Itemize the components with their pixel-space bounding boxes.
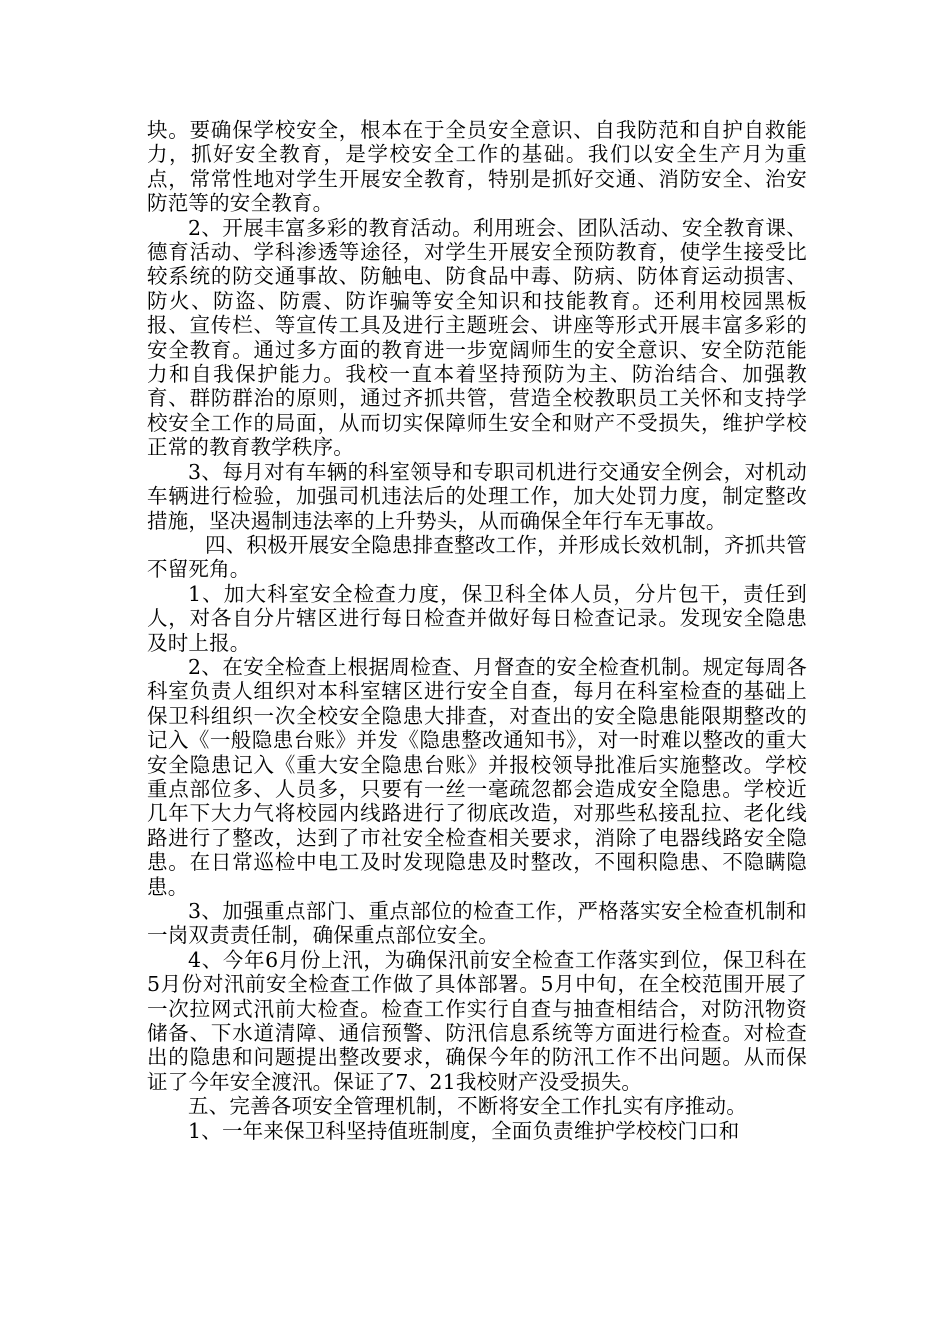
document-page: [147, 118, 807, 1143]
paragraph-inspection-mechanism: 2、在安全检查上根据周检查、月督查的安全检查机制。规定每周各科室负责人组织对本科室辖区进行安全自查，每月在科室检查的基础上保卫科组织一次全校安全隐患大排查，对查出的安全隐患能限期整改的记入《一般隐患台账》并发《隐患整改通知书》，对一时难以整改的重大安全隐患记入《重大安全隐患台账》并报校领导批准后实施整改。学校重点部位多、人员多，只要有一丝一毫疏忽都会造成安全隐患。学校近几年下大力气将校园内线路进行了彻底改造，对那些私接乱拉、老化线路进行了整改，达到了市社安全检查相关要求，消除了电器线路安全隐患。在日常巡检中电工及时发现隐患及时整改，不囤积隐患、不隐瞒隐患。: [147, 654, 807, 899]
paragraph-duty-system: 1、一年来保卫科坚持值班制度，全面负责维护学校校门口和: [188, 1118, 740, 1143]
heading-management-mechanisms: 五、完善各项安全管理机制，不断将安全工作扎实有序推动。: [188, 1094, 747, 1119]
paragraph-flood-inspection: 4、今年6月份上汛，为确保汛前安全检查工作落实到位，保卫科在5月份对汛前安全检查工作做了具体部署。5月中旬，在全校范围开展了一次拉网式汛前大检查。检查工作实行自查与抽查相结合，对防汛物资储备、下水道清障、通信预警、防汛信息系统等方面进行检查。对检查出的隐患和问题提出整改要求，确保今年的防汛工作不出问题。从而保证了今年安全渡汛。保证了7、21我校财产没受损失。: [147, 947, 807, 1094]
paragraph-education-activities: 2、开展丰富多彩的教育活动。利用班会、团队活动、安全教育课、德育活动、学科渗透等途径，对学生开展安全预防教育，使学生接受比较系统的防交通事故、防触电、防食品中毒、防病、防体育运动损害、防火、防盗、防震、防诈骗等安全知识和技能教育。还利用校园黑板报、宣传栏、等宣传工具及进行主题班会、讲座等形式开展丰富多彩的安全教育。通过多方面的教育进一步宽阔师生的安全意识、安全防范能力和自我保护能力。我校一直本着坚持预防为主、防治结合、加强教育、群防群治的原则，通过齐抓共管，营造全校教职员工关怀和支持学校安全工作的局面，从而切实保障师生安全和财产不受损失，维护学校正常的教育教学秩序。: [147, 215, 807, 460]
paragraph-key-departments: 3、加强重点部门、重点部位的检查工作，严格落实安全检查机制和一岗双责责任制，确保重点部位安全。: [147, 899, 807, 948]
paragraph-safety-education: 块。要确保学校安全，根本在于全员安全意识、自我防范和自护自救能力，抓好安全教育，是学校安全工作的基础。我们以安全生产月为重点，常常性地对学生开展安全教育，特别是抓好交通、消防安全、治安防范等的安全教育。: [147, 118, 807, 216]
paragraph-inspection-intensity: 1、加大科室安全检查力度，保卫科全体人员，分片包干，责任到人，对各自分片辖区进行每日检查并做好每日检查记录。发现安全隐患及时上报。: [147, 581, 807, 655]
paragraph-traffic-safety: 3、每月对有车辆的科室领导和专职司机进行交通安全例会，对机动车辆进行检验，加强司机违法后的处理工作，加大处罚力度，制定整改措施，坚决遏制违法率的上升势头，从而确保全年行车无事故。: [147, 459, 807, 533]
heading-hazard-inspection: 四、积极开展安全隐患排查整改工作，并形成长效机制，齐抓共管不留死角。: [147, 532, 807, 582]
